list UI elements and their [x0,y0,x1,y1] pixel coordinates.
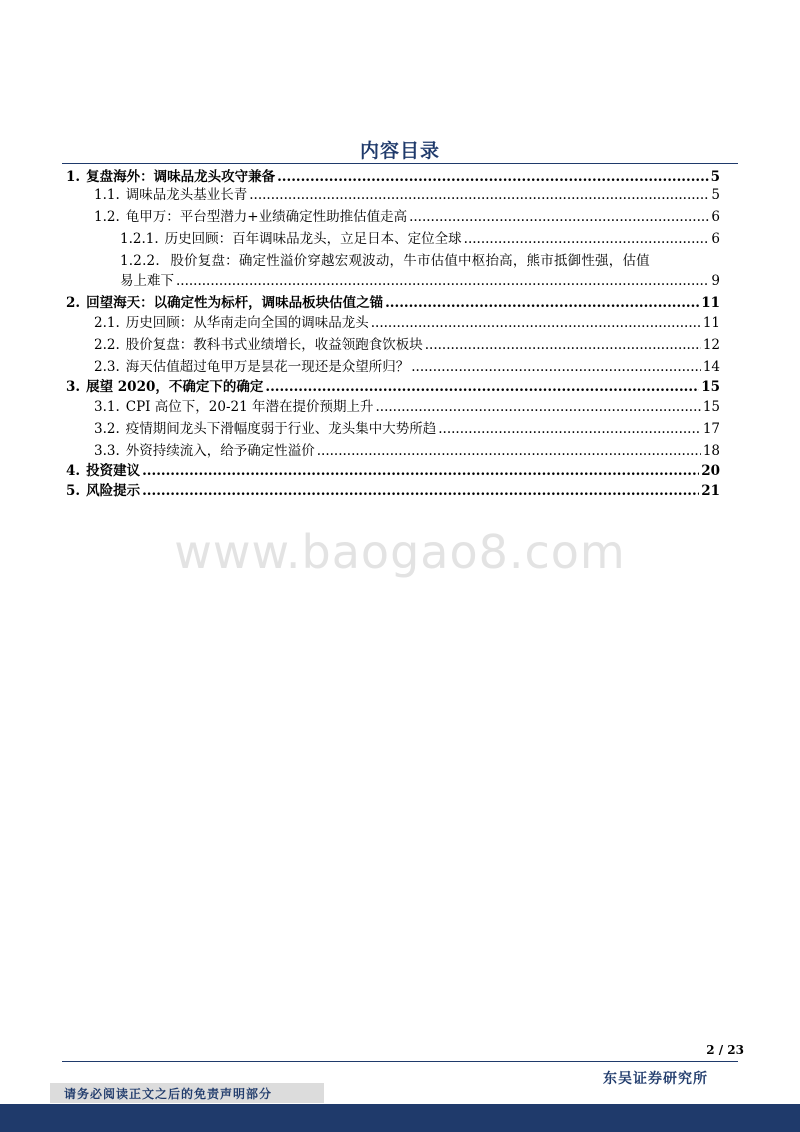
toc-entry-page: 5 [710,169,720,185]
toc-entry-page: 20 [701,463,720,479]
toc-entry-number: 3.2. [94,421,120,437]
toc-entry-page: 6 [711,209,720,225]
toc-entry-4[interactable] [66,460,720,482]
toc-entry-number: 5. [66,483,81,499]
toc-entry-text: 投资建议 [86,463,141,479]
toc-entry-number: 3. [66,379,81,395]
toc-entry-page: 21 [701,483,720,499]
toc-entry-text: 历史回顾：百年调味品龙头，立足日本、定位全球 [164,231,462,247]
page-number: 2 / 23 [706,1043,744,1057]
toc-entry-text: 股价复盘：教科书式业绩增长，收益领跑食饮板块 [125,337,423,353]
toc-entry-3-2[interactable] [94,418,720,440]
toc-entry-number: 3.1. [94,399,120,415]
toc-leader-dots [249,184,709,206]
toc-entry-text: CPI 高位下，20-21 年潜在提价预期上升 [125,399,374,415]
toc-entry-page: 11 [702,315,720,331]
toc-entry-text: 风险提示 [86,483,141,499]
toc-entry-page: 12 [702,337,720,353]
disclaimer-text: 请务必阅读正文之后的免责声明部分 [64,1087,273,1101]
toc-entry-number: 2.2. [94,337,120,353]
toc-entry-text: 展望 2020，不确定下的确定 [86,379,264,395]
toc-entry-number: 2. [66,295,81,311]
toc-entry-number: 1. [66,169,81,185]
toc-leader-dots [317,440,701,462]
toc-entry-page: 15 [701,379,720,395]
toc-leader-dots [464,228,710,250]
toc-entry-text: 历史回顾：从华南走向全国的调味品龙头 [125,315,369,331]
toc-entry-5[interactable] [66,480,720,502]
toc-leader-dots [142,460,699,482]
toc-entry-number: 1.1. [94,187,120,203]
toc-entry-page: 11 [701,295,720,311]
toc-entry-text: 股价复盘：确定性溢价穿越宏观波动，牛市估值中枢抬高，熊市抵御性强，估值 [170,253,650,269]
toc-entry-2[interactable] [66,292,720,314]
toc-entry-text: 复盘海外：调味品龙头攻守兼备 [86,169,276,185]
footer-divider [62,1061,738,1062]
toc-entry-number: 1.2. [94,209,120,225]
toc-entry-1-1[interactable] [94,184,720,206]
toc-entry-text: 调味品龙头基业长青 [125,187,248,203]
toc-entry-2-2[interactable] [94,334,720,356]
toc-entry-page: 9 [711,273,720,289]
toc-entry-3-1[interactable] [94,396,720,418]
toc-entry-3[interactable] [66,376,720,398]
toc-leader-dots [142,480,699,502]
toc-leader-dots [176,270,709,292]
toc-entry-1-2[interactable] [94,206,720,228]
toc-leader-dots [411,356,701,378]
toc-entry-page: 15 [702,399,720,415]
toc-entry-number: 3.3. [94,443,120,459]
institute-name: 东吴证券研究所 [603,1071,708,1087]
toc-entry-2-3[interactable] [94,356,720,378]
toc-title: 内容目录 [359,140,440,162]
toc-entry-page: 17 [702,421,720,437]
toc-leader-dots [371,312,701,334]
toc-leader-dots [376,396,701,418]
toc-entry-page: 14 [702,359,720,375]
toc-entry-text: 回望海天：以确定性为标杆，调味品板块估值之锚 [86,295,384,311]
toc-entry-number: 1.2.1. [120,231,159,247]
toc-leader-dots [265,376,699,398]
watermark: www.baogao8.com [174,525,626,579]
toc-entry-2-1[interactable] [94,312,720,334]
toc-entry-text: 外资持续流入，给予确定性溢价 [125,443,315,459]
toc-entry-page: 18 [702,443,720,459]
toc-entry-number: 2.1. [94,315,120,331]
toc-leader-dots [385,292,699,314]
toc-leader-dots [409,206,709,228]
toc-entry-1-2-1[interactable] [120,228,720,250]
toc-entry-3-3[interactable] [94,440,720,462]
footer-bar [0,1104,800,1132]
toc-entry-number: 1.2.2. [120,253,160,269]
toc-entry-text: 龟甲万：平台型潜力+业绩确定性助推估值走高 [125,209,408,225]
toc-entry-1-2-2[interactable] [120,270,720,292]
toc-entry-page: 6 [711,231,720,247]
toc-leader-dots [438,418,701,440]
toc-leader-dots [425,334,701,356]
toc-entry-number: 4. [66,463,81,479]
toc-entry-text: 海天估值超过龟甲万是昙花一现还是众望所归？ [125,359,410,375]
toc-entry-1-2-2-first-line[interactable] [120,250,720,272]
toc-entry-page: 5 [711,187,720,203]
toc-entry-text-continued: 易上难下 [120,273,174,289]
toc-entry-text: 疫情期间龙头下滑幅度弱于行业、龙头集中大势所趋 [125,421,437,437]
toc-entry-number: 2.3. [94,359,120,375]
toc-title-divider [62,163,738,164]
